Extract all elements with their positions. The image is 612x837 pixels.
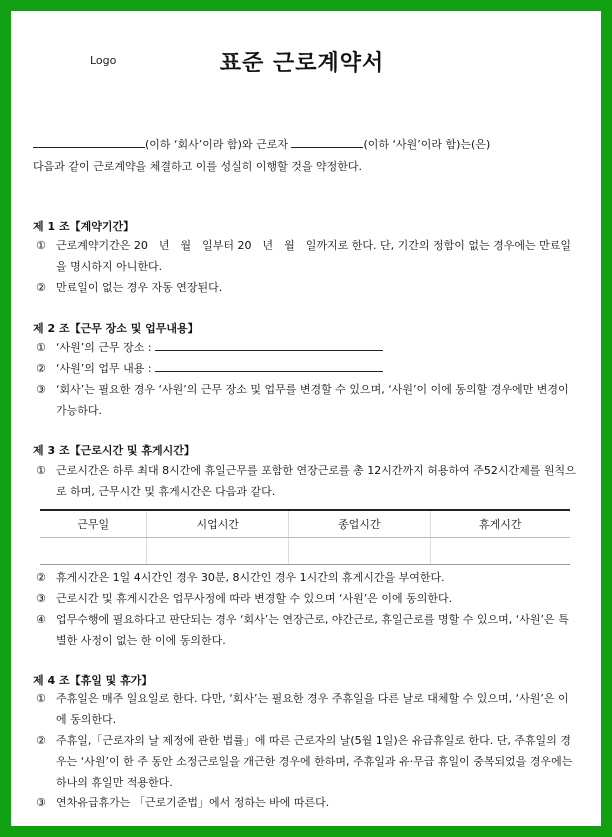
employee-name-blank[interactable] — [291, 135, 363, 148]
item-text: 주휴일,「근로자의 날 제정에 관한 법률」에 따른 근로자의 날(5월 1일)은 유급휴일로 한다. 단, 주휴일의 경우는 ‘사원’이 한 주 동안 소정근로일을 개근한 경우에 한하며, 주휴일과 유·무급 휴일이 중복되었을 경우에는 하나의 휴일만 적용한다. — [56, 734, 573, 789]
item-text — [36, 358, 576, 379]
article-1-item-1 — [36, 235, 576, 277]
item-number: ④ — [36, 613, 46, 626]
document-title: 표준 근로계약서 — [219, 51, 385, 76]
item-text: 휴게시간은 1일 4시간인 경우 30분, 8시간인 경우 1시간의 휴게시간을 부여한다. — [56, 571, 445, 584]
intro-company-text: (이하 ‘회사’이라 함)와 근로자 — [145, 138, 292, 151]
item-text: 업무수행에 필요하다고 판단되는 경우 ‘회사’는 연장근로, 야간근로, 휴일근로를 명할 수 있으며, ‘사원’은 특별한 사정이 없는 한 이에 동의한다. — [56, 613, 569, 647]
article-2-item-2 — [36, 358, 576, 379]
article-3-item-1 — [36, 460, 576, 502]
article-2-title: 제 2 조【근무 장소 및 업무내용】 — [33, 322, 199, 335]
article-3-item-2 — [36, 567, 576, 588]
intro-employee-text: (이하 ‘사원’이라 함)는(은) — [363, 138, 491, 151]
article-4-item-2 — [36, 730, 576, 793]
item-number: ① — [36, 239, 46, 252]
duties-label: ‘사원’의 업무 내용 : — [56, 362, 152, 375]
work-hours-table — [40, 509, 570, 565]
table-header: 근무일 — [40, 510, 147, 538]
item-number: ① — [36, 692, 46, 705]
item-text: 주휴일은 매주 일요일로 한다. 다만, ‘회사’는 필요한 경우 주휴일을 다른 날로 대체할 수 있으며, ‘사원’은 이에 동의한다. — [56, 692, 569, 726]
intro-line-2: 다음과 같이 근로계약을 체결하고 이를 성실히 이행할 것을 약정한다. — [33, 160, 362, 173]
article-3-title: 제 3 조【근로시간 및 휴게시간】 — [33, 444, 195, 457]
item-number: ② — [36, 571, 46, 584]
item-number: ② — [36, 362, 46, 375]
item-text: 만료일이 없는 경우 자동 연장된다. — [56, 281, 223, 294]
table-header: 종업시간 — [288, 510, 430, 538]
workplace-label: ‘사원’의 근무 장소 : — [56, 341, 152, 354]
article-2-item-3 — [36, 379, 576, 421]
end-time-cell[interactable] — [288, 538, 430, 565]
start-time-cell[interactable] — [147, 538, 289, 565]
item-text: 근로계약기간은 20 년 월 일부터 20 년 월 일까지로 한다. 단, 기간의 정함이 없는 경우에는 만료일을 명시하지 아니한다. — [56, 239, 571, 273]
item-number: ② — [36, 281, 46, 294]
item-number: ① — [36, 464, 46, 477]
item-number: ③ — [36, 592, 46, 605]
table-row — [40, 538, 570, 565]
article-1-item-2 — [36, 277, 576, 298]
table-header: 시업시간 — [147, 510, 289, 538]
item-number: ③ — [36, 383, 46, 396]
workday-cell[interactable] — [40, 538, 147, 565]
item-text — [36, 337, 576, 358]
workplace-blank[interactable] — [155, 338, 383, 351]
duties-blank[interactable] — [155, 359, 383, 372]
item-text: 근로시간은 하루 최대 8시간에 휴일근무를 포함한 연장근로를 총 12시간까지 허용하여 주52시간제를 원칙으로 하며, 근무시간 및 휴게시간은 다음과 같다. — [56, 464, 576, 498]
article-3-item-3 — [36, 588, 576, 609]
article-4-item-1 — [36, 688, 576, 730]
break-time-cell[interactable] — [430, 538, 570, 565]
item-number: ③ — [36, 796, 46, 809]
intro-line-1 — [33, 134, 583, 156]
item-text: ‘회사’는 필요한 경우 ‘사원’의 근무 장소 및 업무를 변경할 수 있으며, ‘사원’이 이에 동의할 경우에만 변경이 가능하다. — [56, 383, 569, 417]
article-3-item-4 — [36, 609, 576, 651]
item-number: ② — [36, 734, 46, 747]
article-2-item-1 — [36, 337, 576, 358]
table-header-row — [40, 510, 570, 538]
article-4-item-3 — [36, 792, 576, 813]
intro — [33, 134, 583, 178]
article-1-title: 제 1 조【계약기간】 — [33, 220, 135, 233]
table-header: 휴게시간 — [430, 510, 570, 538]
item-number: ① — [36, 341, 46, 354]
logo: Logo — [90, 54, 117, 67]
company-name-blank[interactable] — [33, 135, 145, 148]
item-text: 연차유급휴가는 「근로기준법」에서 정하는 바에 따른다. — [56, 796, 330, 809]
article-4-title: 제 4 조【휴일 및 휴가】 — [33, 674, 153, 687]
item-text: 근로시간 및 휴게시간은 업무사정에 따라 변경할 수 있으며 ‘사원’은 이에 동의한다. — [56, 592, 453, 605]
